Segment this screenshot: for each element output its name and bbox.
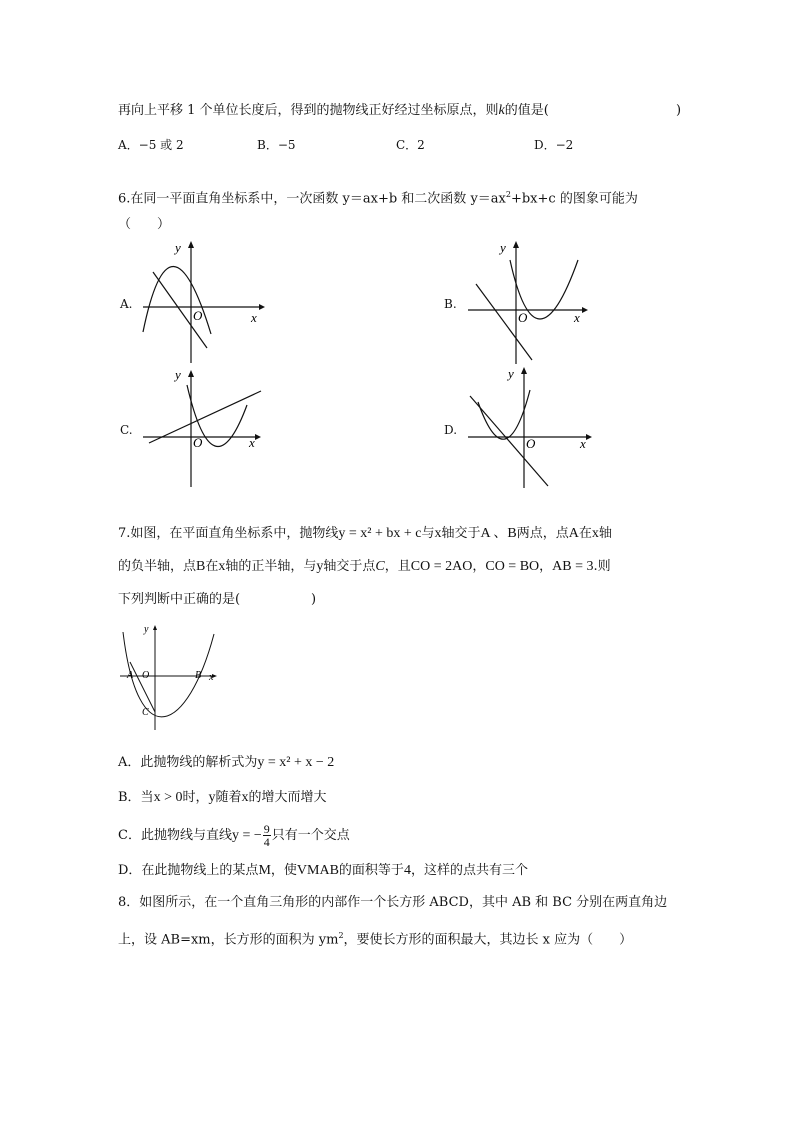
graph-a-origin-label: O <box>193 308 203 323</box>
q6-paren: （ ） <box>118 217 171 232</box>
q6-stem-a: 6.在同一平面直角坐标系中，一次函数 y＝ax+b 和二次函数 y＝ax <box>118 191 506 207</box>
q7-line-1 <box>118 525 612 543</box>
q5-stem-text: 再向上平移 1 个单位长度后，得到的抛物线正好经过坐标原点，则 <box>118 103 499 118</box>
graph-b-origin-label: O <box>518 310 528 325</box>
graph-d-line <box>470 396 548 486</box>
graph-a-x-arrow <box>259 304 265 310</box>
q5-k: k <box>498 103 505 118</box>
q7-optC-den: 4 <box>263 835 270 849</box>
q7-optD-a: D．在此抛物线上的某点 <box>118 863 259 878</box>
graph-d-y-label: y <box>508 366 514 381</box>
q7-l2-C: C <box>375 559 385 574</box>
q7-optD-tri: VMAB <box>296 863 339 878</box>
graph-d-x-arrow <box>586 434 592 440</box>
q7-l2-f: .则 <box>593 559 611 574</box>
q7-option-b <box>118 789 327 807</box>
q5-option-d: D．−2 <box>534 138 574 152</box>
q7-l2-e: ，且 <box>384 559 411 574</box>
q7-l3: 下列判断中正确的是( <box>118 592 241 607</box>
q7-optC-num: 9 <box>263 822 270 836</box>
q7-l1-a: 7.如图，在平面直角坐标系中，抛物线 <box>118 526 339 541</box>
q7-optB-x: x <box>241 790 249 805</box>
graph-a-y-label: y <box>175 240 181 255</box>
q7-l1-eq: y = x² + bx + c <box>338 526 422 541</box>
graph-c-origin-label: O <box>193 435 203 450</box>
graph-b-y-label: y <box>500 240 506 255</box>
graph-d-x-label: x <box>580 436 586 451</box>
graph-c-y-label: y <box>175 367 181 382</box>
q7-line-3-close: ) <box>311 592 317 607</box>
q7-optC-b: 只有一个交点 <box>271 828 350 843</box>
q7-fig-y-arrow <box>153 625 157 630</box>
q7-l2-x: x <box>218 559 226 574</box>
graph-a <box>135 240 265 365</box>
q7-optA-a: A．此抛物线的解析式为 <box>118 755 258 770</box>
q7-optD-b: ，使 <box>270 863 297 878</box>
graph-c-x-label: x <box>249 435 255 450</box>
q7-l1-x: x <box>434 526 442 541</box>
q7-l2-b: 在 <box>205 559 219 574</box>
graph-c-y-arrow <box>188 370 194 377</box>
q7-l2-sep2: ， <box>539 559 553 574</box>
q7-option-a <box>118 754 334 772</box>
graph-c-x-arrow <box>255 434 261 440</box>
graph-a-x-label: x <box>251 310 257 325</box>
graph-d-origin-label: O <box>526 436 536 451</box>
q7-l1-c: 轴交于 <box>441 526 481 541</box>
q7-l1-d: 两点，点 <box>516 526 569 541</box>
q7-optC-a: C．此抛物线与直线 <box>118 828 232 843</box>
q7-optB-b: 时， <box>182 790 209 805</box>
q7-option-d <box>118 862 528 880</box>
q7-l1-b: 与 <box>421 526 435 541</box>
q8-line-2 <box>118 927 632 949</box>
q7-l2-eq1: CO = 2AO <box>410 559 473 574</box>
q7-optB-y: y <box>208 790 216 805</box>
q7-l2-y: y <box>316 559 324 574</box>
q7-line-2 <box>118 558 611 576</box>
q7-fig-a-label: A <box>127 670 134 681</box>
q7-l1-pts: A 、B <box>480 526 517 541</box>
q7-l2-a: 的负半轴，点 <box>118 559 197 574</box>
q7-optC-fraction <box>263 823 271 848</box>
q7-figure <box>118 622 223 732</box>
q7-optD-c: 的面积等于 <box>338 863 404 878</box>
q7-fig-b-label: B <box>195 670 202 681</box>
graph-c-label: C. <box>120 423 133 437</box>
q7-fig-y-label: y <box>144 624 149 635</box>
graph-c <box>135 365 265 489</box>
q8-line-1: 8．如图所示，在一个直角三角形的内部作一个长方形 ABCD，其中 AB 和 BC 分别在两直角边 <box>118 895 668 910</box>
q6-sup: 2 <box>505 190 511 199</box>
q7-l2-eq3: AB = 3 <box>552 559 594 574</box>
q7-l1-f: 轴 <box>598 526 612 541</box>
graph-c-line <box>149 391 261 443</box>
q8-l2-a: 上，设 AB=xm，长方形的面积为 ym <box>118 932 339 948</box>
q5-stem-end: 的值是( <box>504 103 549 118</box>
q5-option-c: C．2 <box>396 138 425 152</box>
graph-b-x-label: x <box>574 310 580 325</box>
q7-l2-eq2: CO = BO <box>485 559 540 574</box>
q7-l2-sep1: ， <box>472 559 486 574</box>
q5-stem <box>118 102 549 120</box>
q6-stem <box>118 186 638 208</box>
q7-optD-4: 4 <box>403 863 411 878</box>
graph-d-y-arrow <box>521 367 527 374</box>
q5-option-b: B．−5 <box>257 138 296 152</box>
q7-l1-x2: x <box>591 526 599 541</box>
q8-l2-b: ，要使长方形的面积最大，其边长 x 应为（ ） <box>343 932 633 948</box>
q7-l1-e: 在 <box>578 526 592 541</box>
graph-b-label: B. <box>444 297 457 311</box>
q5-paren-close: ) <box>676 103 682 118</box>
q7-fig-o-label: O <box>142 670 150 681</box>
graph-b-y-arrow <box>513 241 519 248</box>
q7-optB-c: 随着 <box>215 790 242 805</box>
q7-optB-eq: x > 0 <box>153 790 183 805</box>
q7-fig-c-label: C <box>142 707 149 718</box>
q7-optD-M: M <box>258 863 271 878</box>
graph-d-label: D. <box>444 423 458 437</box>
q7-optC-eq: y = − <box>231 828 262 843</box>
q7-optB-d: 的增大而增大 <box>248 790 327 805</box>
graph-a-parabola <box>143 266 211 334</box>
q8-l2-sup: 2 <box>338 931 344 940</box>
q7-optB-a: B．当 <box>118 790 154 805</box>
q7-l2-d: 轴交于点 <box>323 559 376 574</box>
q7-optD-d: ，这样的点共有三个 <box>410 863 528 878</box>
q7-fig-x-label: x <box>209 672 214 683</box>
graph-d <box>460 362 595 490</box>
q7-l2-B: B <box>196 559 206 574</box>
q7-l1-A: A <box>568 526 579 541</box>
graph-a-label: A. <box>120 297 133 311</box>
q6-stem-b: +bx+c 的图象可能为 <box>510 191 638 207</box>
graph-b-x-arrow <box>582 307 588 313</box>
q7-option-c <box>118 823 350 849</box>
q5-option-a: A．−5 或 2 <box>118 138 184 152</box>
q7-l2-c: 轴的正半轴，与 <box>225 559 317 574</box>
graph-a-y-arrow <box>188 241 194 248</box>
q7-optA-eq: y = x² + x − 2 <box>257 755 335 770</box>
graph-b <box>460 238 590 366</box>
q7-line-3 <box>118 591 240 609</box>
